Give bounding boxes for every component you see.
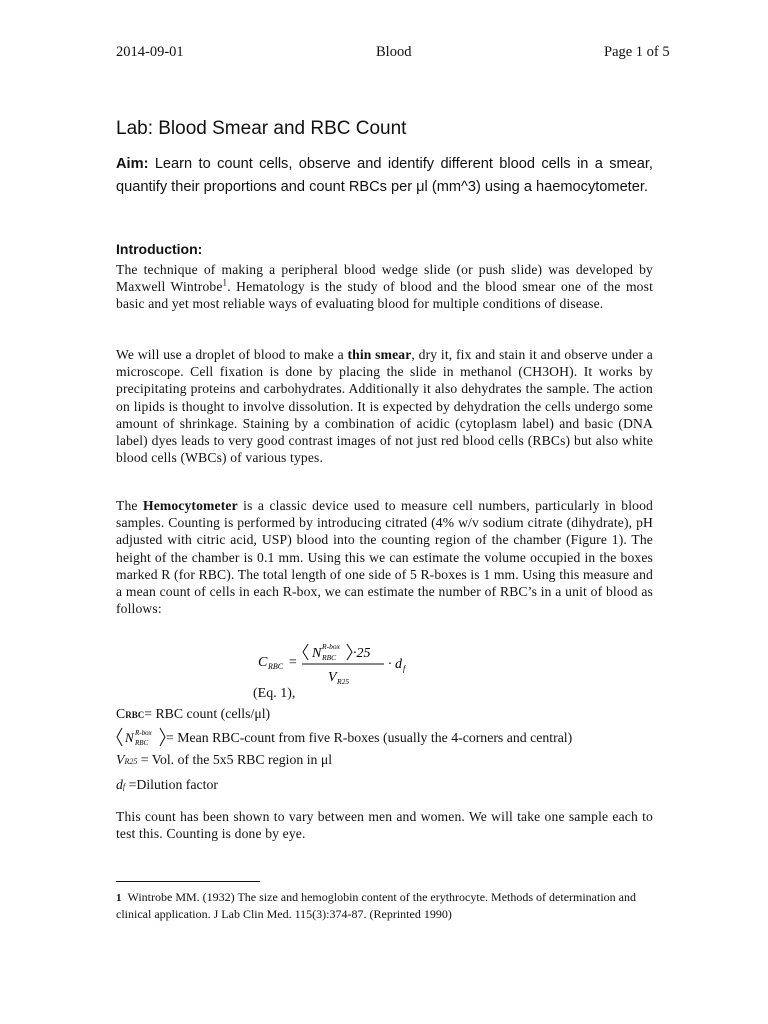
- vol-sub: R25: [124, 757, 138, 766]
- left-angle-bracket-icon: [303, 644, 308, 660]
- definition-volume: [116, 749, 572, 774]
- definitions-list: [116, 703, 572, 798]
- eq-lhs: C: [258, 655, 268, 670]
- p3-text-a: The: [116, 498, 143, 513]
- footnote-text: Wintrobe MM. (1932) The size and hemoglobin content of the erythrocyte. Methods of determination and clinical application. J Lab Clin Med. 115(3):374-87. (Reprinted 1990): [116, 890, 636, 921]
- df-text: =Dilution factor: [125, 776, 218, 792]
- intro-paragraph-3: [116, 497, 653, 617]
- right-angle-bracket-icon: [160, 728, 165, 746]
- p2-text-b: , dry it, fix and stain it and observe under a microscope. Cell fixation is done by placing the slide in methanol (CH3OH). It works by precipitating proteins and carbohydrates. Additionally it also dehydrates the sample. The action on lipids is thought to involve dissolution. It is expected by dehydration the cells undergo some amount of shrinkage. Staining by a combination of acidic (cytoplasm label) and basic (DNA label) dyes leads to very good contrast images of not just red blood cells (RBCs) but also white blood cells (WBCs) of various types.: [116, 347, 653, 466]
- p3-text-b: is a classic device used to measure cell numbers, particularly in blood samples. Counting is performed by introducing citrated (4% w/v sodium citrate (dihydrate), pH adjusted with citric acid, USP) blood into the counting region of the chamber (Figure 1). The height of the chamber is 0.1 mm. Using this we can estimate the volume occupied in the boxes marked R (for RBC). The total length of one side of 5 R-boxes is 1 mm. Using this measure and a mean count of cells in each R-box, we can estimate the number of RBC’s in a unit of blood as follows:: [116, 498, 653, 617]
- right-angle-bracket-icon: [347, 644, 352, 660]
- eq-num-sup: R-box: [322, 642, 340, 651]
- definition-crbc: [116, 703, 572, 727]
- mean-count-text: = Mean RBC-count from five R-boxes (usually the 4-corners and central): [166, 729, 573, 745]
- crbc-sub: RBC: [125, 710, 145, 720]
- p1-text-b: . Hematology is the study of blood and the blood smear one of the most basic and yet most reliable ways of evaluating blood for multiple conditions of disease.: [116, 279, 653, 312]
- eq-equals: =: [288, 655, 298, 670]
- intro-paragraph-4: This count has been shown to vary between men and women. We will take one sample each to test this. Counting is done by eye.: [116, 809, 653, 842]
- vol-symbol: V: [116, 752, 125, 767]
- crbc-text: = RBC count (cells/μl): [144, 706, 271, 721]
- footnote-ref[interactable]: 1: [222, 277, 228, 288]
- eq-dot: ·: [388, 657, 392, 672]
- aim-paragraph: [116, 153, 653, 199]
- def-num-sup: R-box: [135, 728, 152, 737]
- aim-label: Aim:: [116, 156, 149, 172]
- definition-mean-count: [116, 727, 572, 750]
- hemocytometer-term: Hemocytometer: [142, 498, 238, 513]
- p1-text-a: The technique of making a peripheral blood wedge slide (or push slide) was developed by Maxwell Wintrobe: [116, 262, 653, 295]
- def-num-sub: RBC: [135, 738, 149, 747]
- p2-text-a: We will use a droplet of blood to make a: [116, 347, 348, 362]
- intro-paragraph-1: [116, 261, 653, 313]
- thin-smear-term: thin smear: [347, 347, 412, 362]
- header-date: 2014-09-01: [116, 44, 184, 60]
- eq-den-var: V: [328, 670, 337, 685]
- footnote: [116, 889, 656, 922]
- eq-factor: d: [395, 657, 402, 672]
- df-sub: f: [122, 781, 126, 791]
- aim-text: Learn to count cells, observe and identify different blood cells in a smear, quantify their proportions and count RBCs per μl (mm^3) using a haemocytometer.: [116, 156, 653, 195]
- crbc-symbol: C: [116, 706, 126, 721]
- header-topic: Blood: [376, 44, 412, 60]
- left-angle-bracket-icon: [117, 728, 122, 746]
- header-page-number: Page 1 of 5: [604, 44, 670, 60]
- document-title: Lab: Blood Smear and RBC Count: [116, 118, 407, 139]
- footnote-divider: [116, 881, 260, 882]
- eq-multiplier: ·25: [353, 646, 371, 661]
- eq-num-var: N: [312, 646, 322, 661]
- equation-1: [258, 638, 448, 688]
- vol-text: = Vol. of the 5x5 RBC region in μl: [137, 752, 333, 767]
- footnote-mark: 1: [116, 892, 122, 904]
- def-num-var: N: [125, 729, 134, 745]
- mean-count-symbol: [116, 727, 166, 747]
- intro-paragraph-2: [116, 346, 653, 466]
- eq-den-sub: R25: [337, 677, 350, 686]
- eq-num-sub: RBC: [322, 653, 337, 662]
- introduction-heading: Introduction:: [116, 241, 203, 257]
- eq-lhs-sub: RBC: [268, 662, 284, 671]
- eq-factor-sub: f: [403, 664, 406, 673]
- definition-dilution: [116, 774, 572, 799]
- df-symbol: d: [116, 776, 123, 792]
- equation-label: (Eq. 1),: [253, 686, 296, 701]
